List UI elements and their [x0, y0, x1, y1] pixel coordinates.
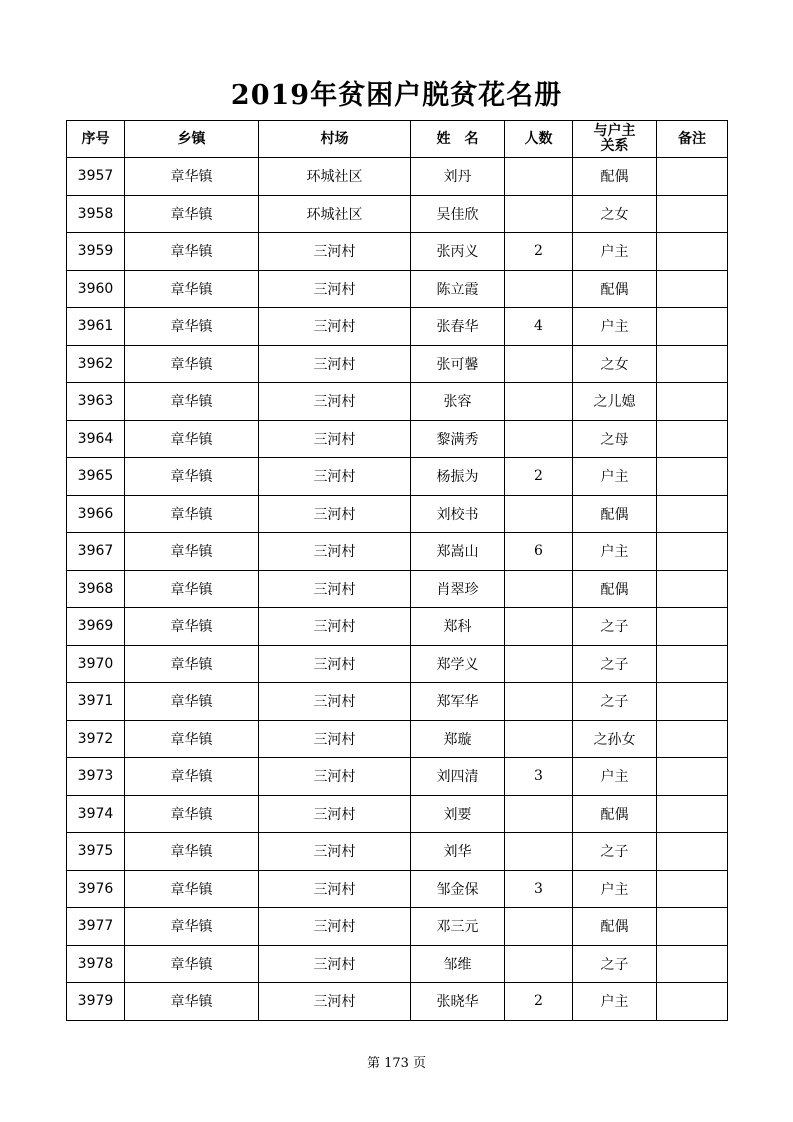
cell-relation: 之子 — [573, 945, 657, 983]
cell-relation: 户主 — [573, 983, 657, 1021]
cell-name: 刘校书 — [411, 495, 505, 533]
cell-count — [505, 270, 573, 308]
roster-table — [66, 120, 728, 1021]
cell-relation: 配偶 — [573, 158, 657, 196]
cell-note — [657, 795, 728, 833]
cell-no: 3975 — [67, 833, 125, 871]
table-row — [67, 645, 728, 683]
cell-village: 三河村 — [259, 683, 411, 721]
cell-relation: 户主 — [573, 233, 657, 271]
cell-town: 章华镇 — [125, 570, 259, 608]
cell-village: 三河村 — [259, 270, 411, 308]
cell-no: 3962 — [67, 345, 125, 383]
table-row — [67, 308, 728, 346]
table-row — [67, 233, 728, 271]
cell-town: 章华镇 — [125, 420, 259, 458]
cell-name: 张可馨 — [411, 345, 505, 383]
cell-name: 郑璇 — [411, 720, 505, 758]
cell-relation: 配偶 — [573, 495, 657, 533]
cell-note — [657, 345, 728, 383]
cell-no: 3966 — [67, 495, 125, 533]
cell-note — [657, 383, 728, 421]
cell-note — [657, 233, 728, 271]
cell-note — [657, 158, 728, 196]
cell-town: 章华镇 — [125, 758, 259, 796]
table-row — [67, 870, 728, 908]
cell-village: 三河村 — [259, 495, 411, 533]
column-header-town: 乡镇 — [125, 121, 259, 158]
table-row — [67, 495, 728, 533]
cell-town: 章华镇 — [125, 908, 259, 946]
cell-village: 三河村 — [259, 533, 411, 571]
cell-town: 章华镇 — [125, 383, 259, 421]
cell-village: 三河村 — [259, 645, 411, 683]
cell-town: 章华镇 — [125, 233, 259, 271]
cell-town: 章华镇 — [125, 720, 259, 758]
cell-village: 三河村 — [259, 720, 411, 758]
cell-relation: 配偶 — [573, 908, 657, 946]
cell-count — [505, 795, 573, 833]
cell-note — [657, 195, 728, 233]
cell-count: 6 — [505, 533, 573, 571]
cell-relation: 之儿媳 — [573, 383, 657, 421]
cell-name: 刘四清 — [411, 758, 505, 796]
column-header-count: 人数 — [505, 121, 573, 158]
cell-no: 3964 — [67, 420, 125, 458]
cell-village: 三河村 — [259, 758, 411, 796]
cell-town: 章华镇 — [125, 533, 259, 571]
cell-note — [657, 420, 728, 458]
cell-no: 3960 — [67, 270, 125, 308]
cell-count — [505, 683, 573, 721]
cell-count — [505, 608, 573, 646]
cell-note — [657, 270, 728, 308]
cell-relation: 户主 — [573, 308, 657, 346]
table-row — [67, 420, 728, 458]
cell-village: 三河村 — [259, 833, 411, 871]
cell-note — [657, 945, 728, 983]
column-header-note: 备注 — [657, 121, 728, 158]
cell-village: 三河村 — [259, 308, 411, 346]
cell-no: 3977 — [67, 908, 125, 946]
cell-name: 郑军华 — [411, 683, 505, 721]
cell-name: 邓三元 — [411, 908, 505, 946]
cell-no: 3979 — [67, 983, 125, 1021]
cell-no: 3967 — [67, 533, 125, 571]
table-row — [67, 983, 728, 1021]
cell-village: 三河村 — [259, 608, 411, 646]
page-title: 2019年贫困户脱贫花名册 — [230, 80, 563, 111]
table-row — [67, 608, 728, 646]
cell-count — [505, 645, 573, 683]
cell-town: 章华镇 — [125, 308, 259, 346]
table-row — [67, 383, 728, 421]
column-header-name: 姓 名 — [411, 121, 505, 158]
cell-name: 张容 — [411, 383, 505, 421]
cell-relation: 之子 — [573, 645, 657, 683]
cell-name: 刘要 — [411, 795, 505, 833]
cell-name: 郑嵩山 — [411, 533, 505, 571]
cell-no: 3973 — [67, 758, 125, 796]
cell-count — [505, 495, 573, 533]
cell-no: 3971 — [67, 683, 125, 721]
cell-count — [505, 945, 573, 983]
cell-no: 3978 — [67, 945, 125, 983]
cell-village: 三河村 — [259, 945, 411, 983]
table-row — [67, 345, 728, 383]
cell-no: 3972 — [67, 720, 125, 758]
cell-no: 3969 — [67, 608, 125, 646]
cell-note — [657, 870, 728, 908]
cell-name: 邹金保 — [411, 870, 505, 908]
cell-relation: 之孙女 — [573, 720, 657, 758]
cell-note — [657, 308, 728, 346]
cell-no: 3974 — [67, 795, 125, 833]
cell-town: 章华镇 — [125, 870, 259, 908]
cell-name: 郑学义 — [411, 645, 505, 683]
cell-relation: 配偶 — [573, 570, 657, 608]
table-row — [67, 720, 728, 758]
cell-relation: 配偶 — [573, 795, 657, 833]
cell-town: 章华镇 — [125, 495, 259, 533]
cell-note — [657, 720, 728, 758]
cell-village: 三河村 — [259, 983, 411, 1021]
table-row — [67, 570, 728, 608]
cell-relation: 之女 — [573, 345, 657, 383]
cell-note — [657, 683, 728, 721]
cell-village: 三河村 — [259, 420, 411, 458]
cell-note — [657, 458, 728, 496]
table-row — [67, 533, 728, 571]
cell-count: 2 — [505, 233, 573, 271]
cell-count — [505, 570, 573, 608]
table-row — [67, 158, 728, 196]
cell-no: 3961 — [67, 308, 125, 346]
cell-count — [505, 833, 573, 871]
table-row — [67, 945, 728, 983]
cell-name: 张丙义 — [411, 233, 505, 271]
cell-name: 邹维 — [411, 945, 505, 983]
table-row — [67, 195, 728, 233]
cell-town: 章华镇 — [125, 158, 259, 196]
cell-village: 三河村 — [259, 383, 411, 421]
cell-note — [657, 833, 728, 871]
cell-no: 3958 — [67, 195, 125, 233]
cell-relation: 户主 — [573, 758, 657, 796]
cell-village: 三河村 — [259, 458, 411, 496]
cell-name: 刘丹 — [411, 158, 505, 196]
cell-village: 三河村 — [259, 345, 411, 383]
cell-name: 陈立霞 — [411, 270, 505, 308]
cell-town: 章华镇 — [125, 270, 259, 308]
cell-no: 3963 — [67, 383, 125, 421]
cell-count — [505, 420, 573, 458]
cell-village: 三河村 — [259, 233, 411, 271]
table-header-row — [67, 121, 728, 158]
cell-count: 3 — [505, 758, 573, 796]
cell-count — [505, 720, 573, 758]
cell-count: 2 — [505, 458, 573, 496]
cell-relation: 之子 — [573, 833, 657, 871]
cell-relation: 之女 — [573, 195, 657, 233]
cell-note — [657, 758, 728, 796]
cell-count: 2 — [505, 983, 573, 1021]
cell-count — [505, 383, 573, 421]
cell-village: 三河村 — [259, 870, 411, 908]
cell-town: 章华镇 — [125, 983, 259, 1021]
cell-town: 章华镇 — [125, 608, 259, 646]
cell-no: 3959 — [67, 233, 125, 271]
cell-town: 章华镇 — [125, 795, 259, 833]
cell-note — [657, 908, 728, 946]
cell-note — [657, 983, 728, 1021]
cell-count — [505, 908, 573, 946]
cell-name: 张春华 — [411, 308, 505, 346]
cell-village: 环城社区 — [259, 158, 411, 196]
cell-count — [505, 195, 573, 233]
cell-relation: 配偶 — [573, 270, 657, 308]
cell-no: 3957 — [67, 158, 125, 196]
cell-relation: 户主 — [573, 533, 657, 571]
cell-count — [505, 158, 573, 196]
cell-town: 章华镇 — [125, 945, 259, 983]
cell-relation: 之母 — [573, 420, 657, 458]
cell-town: 章华镇 — [125, 683, 259, 721]
cell-name: 张晓华 — [411, 983, 505, 1021]
column-header-village: 村场 — [259, 121, 411, 158]
cell-note — [657, 570, 728, 608]
cell-village: 三河村 — [259, 908, 411, 946]
cell-town: 章华镇 — [125, 458, 259, 496]
cell-name: 黎满秀 — [411, 420, 505, 458]
cell-relation: 之子 — [573, 683, 657, 721]
cell-town: 章华镇 — [125, 645, 259, 683]
cell-note — [657, 533, 728, 571]
cell-count: 3 — [505, 870, 573, 908]
column-header-relation: 与户主关系 — [573, 121, 657, 158]
cell-count: 4 — [505, 308, 573, 346]
cell-relation: 户主 — [573, 870, 657, 908]
cell-village: 三河村 — [259, 795, 411, 833]
table-row — [67, 270, 728, 308]
table-body — [67, 158, 728, 1021]
table-row — [67, 758, 728, 796]
cell-no: 3970 — [67, 645, 125, 683]
cell-count — [505, 345, 573, 383]
table-row — [67, 458, 728, 496]
cell-note — [657, 495, 728, 533]
cell-village: 环城社区 — [259, 195, 411, 233]
table-row — [67, 683, 728, 721]
cell-village: 三河村 — [259, 570, 411, 608]
cell-name: 肖翠珍 — [411, 570, 505, 608]
cell-town: 章华镇 — [125, 195, 259, 233]
column-header-no: 序号 — [67, 121, 125, 158]
cell-no: 3965 — [67, 458, 125, 496]
table-row — [67, 908, 728, 946]
cell-town: 章华镇 — [125, 345, 259, 383]
table-row — [67, 833, 728, 871]
cell-note — [657, 645, 728, 683]
cell-relation: 之子 — [573, 608, 657, 646]
table-row — [67, 795, 728, 833]
cell-name: 郑科 — [411, 608, 505, 646]
cell-note — [657, 608, 728, 646]
page-number: 第 173 页 — [366, 1056, 427, 1071]
cell-name: 吴佳欣 — [411, 195, 505, 233]
cell-name: 刘华 — [411, 833, 505, 871]
cell-no: 3976 — [67, 870, 125, 908]
cell-name: 杨振为 — [411, 458, 505, 496]
cell-town: 章华镇 — [125, 833, 259, 871]
cell-relation: 户主 — [573, 458, 657, 496]
cell-no: 3968 — [67, 570, 125, 608]
